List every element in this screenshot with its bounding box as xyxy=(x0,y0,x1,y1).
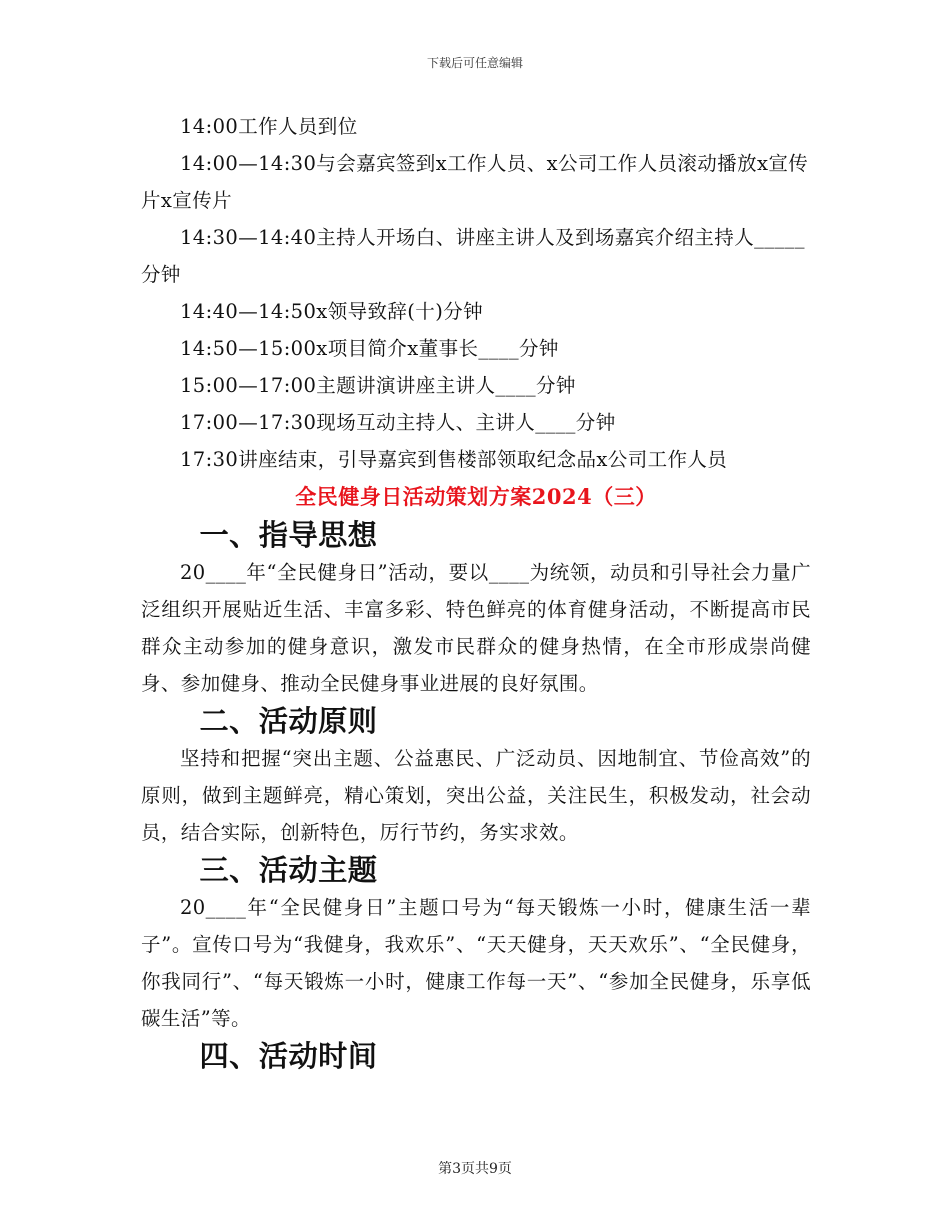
schedule-item: 14:00工作人员到位 xyxy=(180,115,358,138)
schedule-item: 17:00—17:30现场互动主持人、主讲人____分钟 xyxy=(180,411,616,434)
section-paragraph: 坚持和把握“突出主题、公益惠民、广泛动员、因地制宜、节俭高效”的原则，做到主题鲜亮，精心策划，突出公益，关注民生，积极发动，社会动员，结合实际，创新特色，厉行节约，务实求效。 xyxy=(141,747,811,844)
page-header-note: 下载后可任意编辑 xyxy=(426,56,523,70)
page-number: 第3页共9页 xyxy=(438,1161,512,1177)
section-paragraph: 20____年“全民健身日”主题口号为“每天锻炼一小时，健康生活一辈子”。宣传口号为“我健身，我欢乐”、“天天健身，天天欢乐”、“全民健身，你我同行”、“每天锻炼一小时，健康工作每一天”、“参加全民健身，乐享低碳生活”等。 xyxy=(141,896,811,1030)
section-heading: 一、指导思想 xyxy=(199,518,378,552)
document-body xyxy=(141,108,811,1075)
schedule-item: 14:30—14:40主持人开场白、讲座主讲人及到场嘉宾介绍主持人_____分钟 xyxy=(141,226,805,286)
schedule-item: 15:00—17:00主题讲演讲座主讲人____分钟 xyxy=(180,374,576,397)
section-heading: 四、活动时间 xyxy=(199,1039,378,1073)
schedule-item: 14:00—14:30与会嘉宾签到x工作人员、x公司工作人员滚动播放x宣传片x宣传片 xyxy=(141,152,809,212)
document-title: 全民健身日活动策划方案2024（三） xyxy=(295,484,657,509)
section-paragraph: 20____年“全民健身日”活动，要以____为统领，动员和引导社会力量广泛组织开展贴近生活、丰富多彩、特色鲜亮的体育健身活动，不断提高市民群众主动参加的健身意识，激发市民群众的健身热情，在全市形成崇尚健身、参加健身、推动全民健身事业进展的良好氛围。 xyxy=(141,561,811,695)
schedule-item: 17:30讲座结束，引导嘉宾到售楼部领取纪念品x公司工作人员 xyxy=(180,448,728,471)
schedule-item: 14:40—14:50x领导致辞(十)分钟 xyxy=(180,300,484,323)
section-heading: 三、活动主题 xyxy=(199,853,378,887)
schedule-item: 14:50—15:00x项目简介x董事长____分钟 xyxy=(180,337,559,360)
section-heading: 二、活动原则 xyxy=(199,704,378,738)
